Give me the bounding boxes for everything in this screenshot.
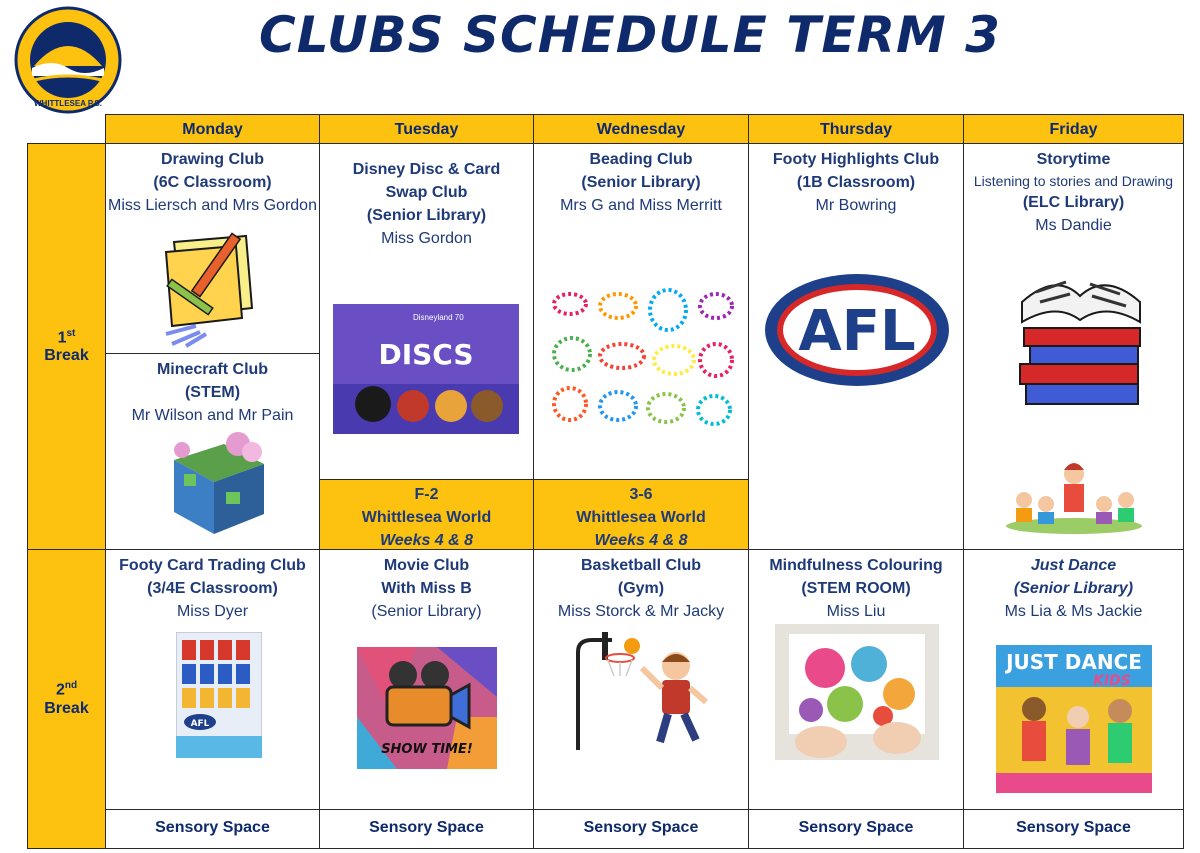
whittlesea-world-f2-cell: F-2 Whittlesea World Weeks 4 & 8	[319, 479, 534, 550]
school-logo	[12, 6, 124, 114]
minecraft-clipart	[154, 430, 272, 538]
colouring-picture	[775, 624, 939, 760]
page-title: CLUBS SCHEDULE TERM 3	[259, 6, 1001, 64]
header-tuesday: Tuesday	[319, 114, 534, 144]
svg-text:AFL: AFL	[798, 299, 916, 364]
first-break-label: 1st Break	[27, 143, 106, 550]
books-clipart	[1016, 262, 1146, 416]
movie-club-cell: Movie Club With Miss B (Senior Library) SHOW TIME!	[319, 549, 534, 810]
basketball-clipart	[572, 632, 712, 752]
svg-text:JUST DANCE: JUST DANCE	[1006, 650, 1142, 674]
header-monday: Monday	[105, 114, 320, 144]
disney-discs-picture	[333, 304, 519, 434]
svg-text:SHOW TIME!: SHOW TIME!	[381, 742, 473, 757]
footy-cards-picture	[176, 632, 262, 758]
sensory-space-thursday: Sensory Space	[748, 809, 964, 849]
second-break-label: 2nd Break	[27, 549, 106, 849]
movie-camera-clipart	[357, 647, 497, 769]
svg-text:AFL: AFL	[190, 719, 210, 729]
svg-text:DISCS: DISCS	[378, 338, 474, 371]
just-dance-cell: Just Dance (Senior Library) Ms Lia & Ms Jackie JUST DANCE KIDS	[963, 549, 1184, 810]
sensory-space-friday: Sensory Space	[963, 809, 1184, 849]
beading-club-cell: Beading Club (Senior Library) Mrs G and Miss Merritt	[533, 143, 749, 480]
just-dance-picture	[996, 645, 1152, 793]
drawing-clipart	[156, 222, 266, 348]
header-friday: Friday	[963, 114, 1184, 144]
sensory-space-tuesday: Sensory Space	[319, 809, 534, 849]
drawing-club-cell: Drawing Club (6C Classroom) Miss Liersch and Mrs Gordon	[105, 143, 320, 354]
bead-bracelets-picture	[548, 284, 738, 434]
storytime-children-clipart	[1004, 456, 1144, 536]
header-thursday: Thursday	[748, 114, 964, 144]
basketball-club-cell: Basketball Club (Gym) Miss Storck & Mr Jacky	[533, 549, 749, 810]
svg-text:Disneyland 70: Disneyland 70	[413, 313, 464, 322]
disney-disc-club-cell: Disney Disc & Card Swap Club (Senior Library) Miss Gordon Disneyland 70 DISCS	[319, 143, 534, 480]
mindfulness-colouring-cell: Mindfulness Colouring (STEM ROOM) Miss Liu	[748, 549, 964, 810]
sensory-space-wednesday: Sensory Space	[533, 809, 749, 849]
whittlesea-world-36-cell: 3-6 Whittlesea World Weeks 4 & 8	[533, 479, 749, 550]
header-wednesday: Wednesday	[533, 114, 749, 144]
logo-text: WHITTLESEA P.S.	[33, 99, 103, 108]
afl-logo	[763, 272, 951, 388]
storytime-cell: Storytime Listening to stories and Drawing (ELC Library) Ms Dandie	[963, 143, 1184, 550]
sensory-space-monday: Sensory Space	[105, 809, 320, 849]
svg-text:KIDS: KIDS	[1093, 673, 1131, 689]
minecraft-club-cell: Minecraft Club (STEM) Mr Wilson and Mr Pain	[105, 353, 320, 550]
footy-card-trading-cell: Footy Card Trading Club (3/4E Classroom) Miss Dyer AFL	[105, 549, 320, 810]
footy-highlights-cell: Footy Highlights Club (1B Classroom) Mr Bowring AFL	[748, 143, 964, 550]
